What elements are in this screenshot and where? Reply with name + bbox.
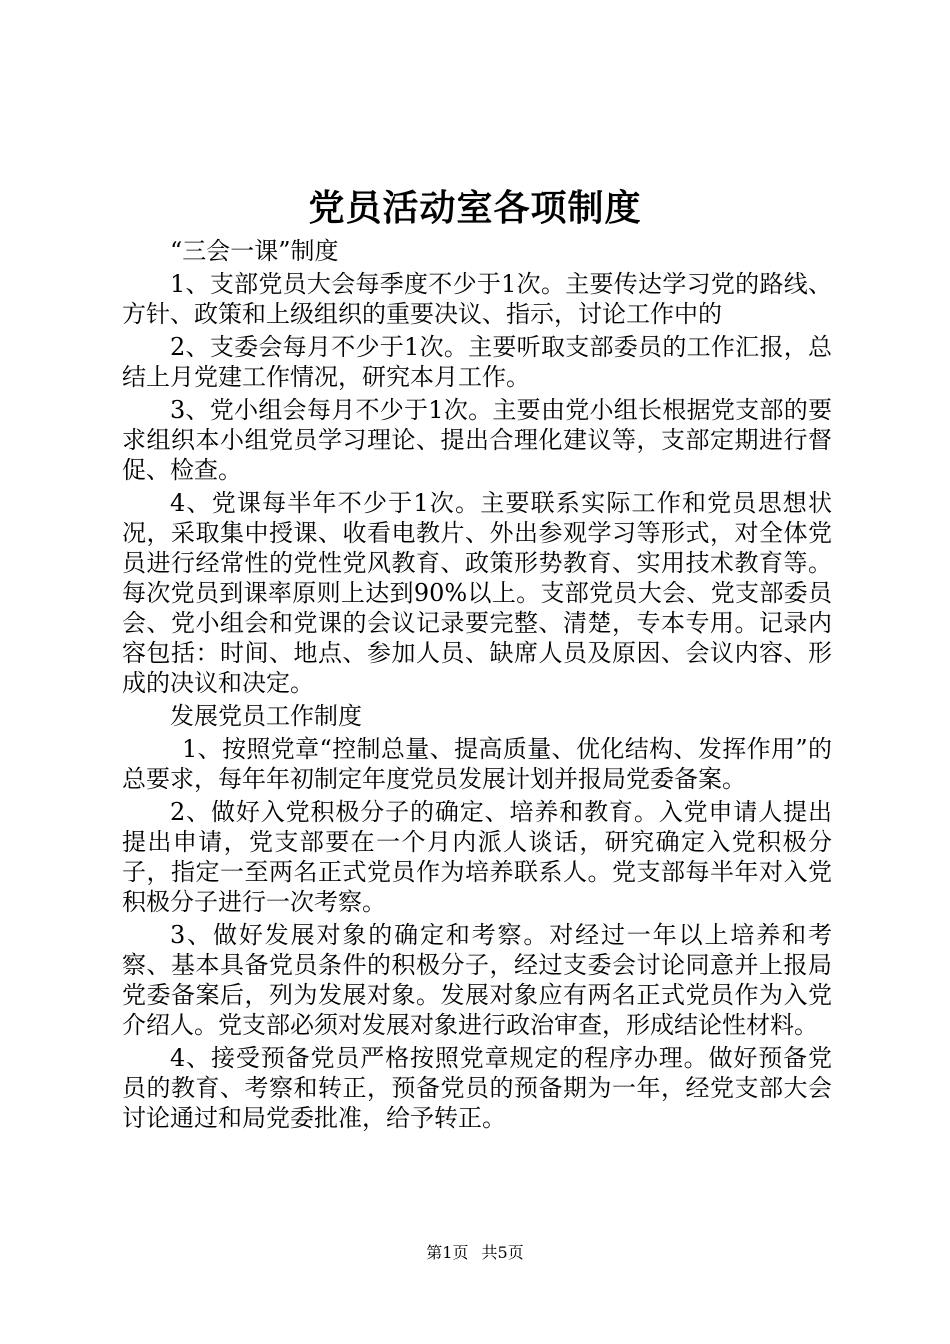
page-footer [0, 1242, 950, 1264]
paragraph: 4、接受预备党员严格按照党章规定的程序办理。做好预备党员的教育、考察和转正，预备党员的预备期为一年，经党支部大会讨论通过和局党委批准，给予转正。 [122, 1044, 832, 1132]
document-title: 党员活动室各项制度 [308, 187, 642, 229]
document-body [122, 236, 832, 1136]
page-total: 共5页 [481, 1243, 524, 1262]
paragraph: 2、做好入党积极分子的确定、培养和教育。入党申请人提出提出申请，党支部要在一个月内派人谈话，研究确定入党积极分子，指定一至两名正式党员作为培养联系人。党支部每半年对入党积极分子进行一次考察。 [122, 798, 832, 916]
section-heading-member-development: 发展党员工作制度 [170, 702, 362, 730]
page-number: 第1页 [426, 1243, 469, 1262]
paragraph: 3、党小组会每月不少于1次。主要由党小组长根据党支部的要求组织本小组党员学习理论、提出合理化建议等，支部定期进行督促、检查。 [122, 396, 832, 484]
section-heading-three-meetings: “三会一课”制度 [170, 237, 339, 265]
paragraph: 1、支部党员大会每季度不少于1次。主要传达学习党的路线、方针、政策和上级组织的重要决议、指示，讨论工作中的 [122, 270, 832, 328]
paragraph: 1、按照党章“控制总量、提高质量、优化结构、发挥作用”的总要求，每年年初制定年度党员发展计划并报局党委备案。 [122, 735, 832, 793]
paragraph: 4、党课每半年不少于1次。主要联系实际工作和党员思想状况，采取集中授课、收看电教片、外出参观学习等形式，对全体党员进行经常性的党性党风教育、政策形势教育、实用技术教育等。每次党员到课率原则上达到90%以上。支部党员大会、党支部委员会、党小组会和党课的会议记录要完整、清楚，专本专用。记录内容包括：时间、地点、参加人员、缺席人员及原因、会议内容、形成的决议和决定。 [122, 489, 832, 697]
paragraph: 3、做好发展对象的确定和考察。对经过一年以上培养和考察、基本具备党员条件的积极分子，经过支委会讨论同意并上报局党委备案后，列为发展对象。发展对象应有两名正式党员作为入党介绍人。党支部必须对发展对象进行政治审查，形成结论性材料。 [122, 921, 832, 1039]
paragraph: 2、支委会每月不少于1次。主要听取支部委员的工作汇报，总结上月党建工作情况，研究本月工作。 [122, 333, 832, 391]
